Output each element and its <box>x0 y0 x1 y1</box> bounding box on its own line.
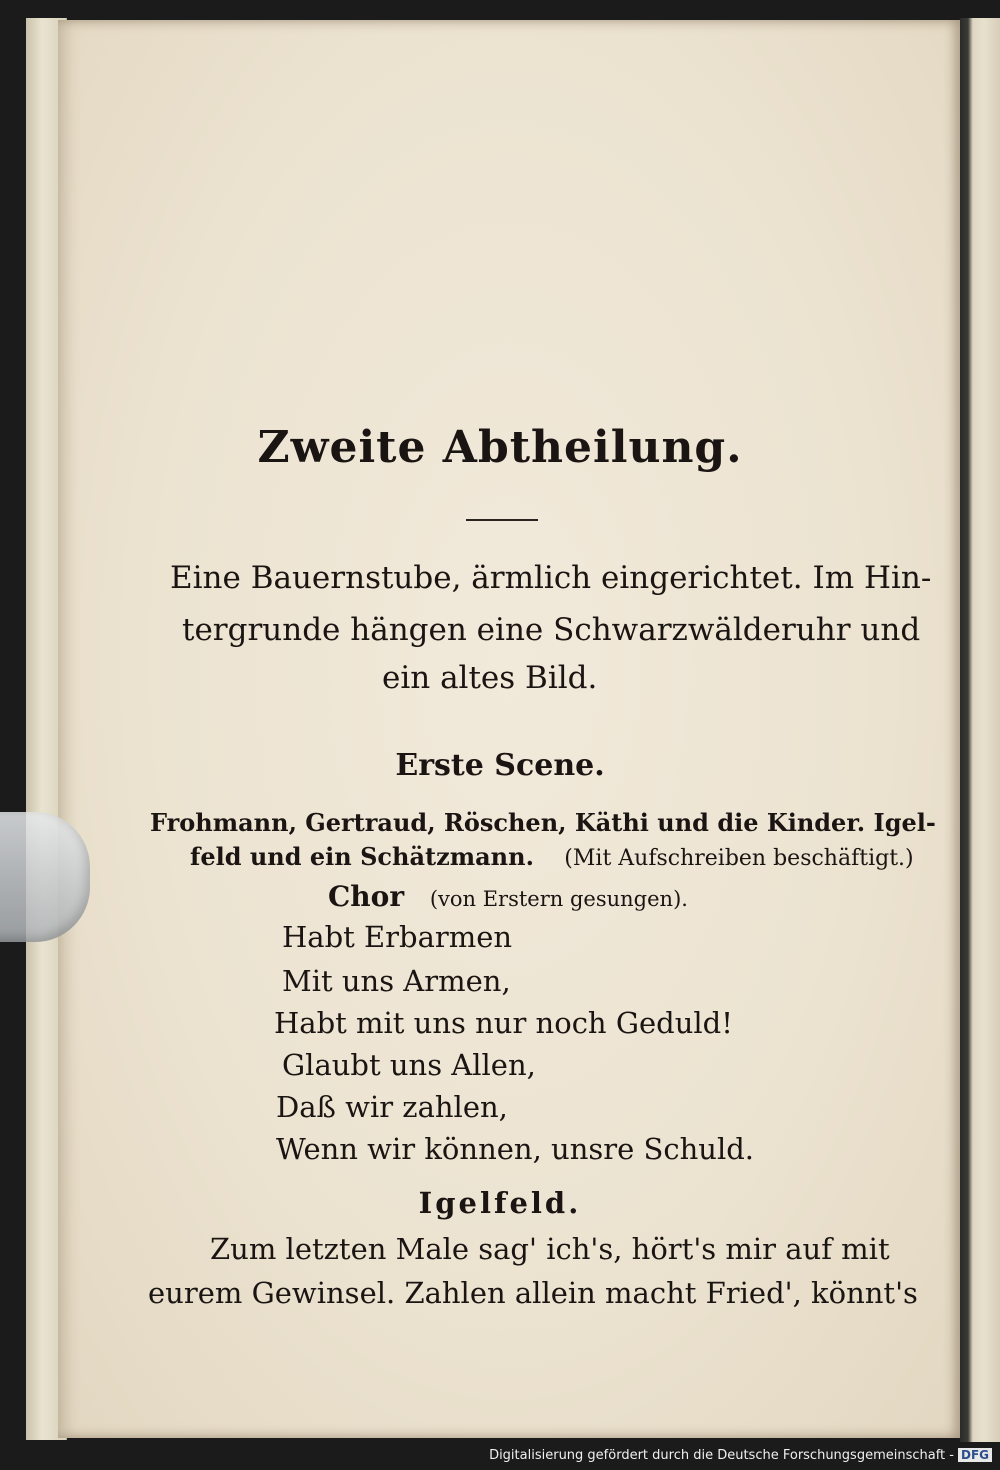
page-clip <box>0 812 90 942</box>
title-divider <box>466 519 538 521</box>
section-title: Zweite Abtheilung. <box>257 422 743 473</box>
speech-line-2: eurem Gewinsel. Zahlen allein macht Fried', könnt's <box>148 1276 918 1310</box>
book-edge-right <box>960 18 1000 1442</box>
footer-credit <box>0 1448 992 1463</box>
verse-line: Mit uns Armen, <box>282 964 511 998</box>
chorus-label: Chor <box>328 880 405 913</box>
footer-text: Digitalisierung gefördert durch die Deutsche Forschungsgemeinschaft - <box>489 1448 954 1463</box>
verse-line: Habt Erbarmen <box>282 920 513 954</box>
verse-line: Daß wir zahlen, <box>276 1090 508 1124</box>
dfg-logo: DFG <box>958 1448 992 1462</box>
stage-direction-line-2: tergrunde hängen eine Schwarzwälderuhr und <box>182 612 921 648</box>
speaker-name: Igelfeld. <box>418 1186 582 1220</box>
verse-line: Habt mit uns nur noch Geduld! <box>274 1006 733 1040</box>
speech-line-1: Zum letzten Male sag' ich's, hört's mir auf mit <box>210 1232 890 1266</box>
cast-list-line-2 <box>190 842 914 871</box>
chorus-heading <box>328 880 688 913</box>
cast-names: feld und ein Schätzmann. <box>190 842 534 871</box>
stage-direction-line-3: ein altes Bild. <box>382 660 598 696</box>
cast-list-line-1: Frohmann, Gertraud, Röschen, Käthi und die Kinder. Igel- <box>150 808 936 837</box>
stage-direction-line-1: Eine Bauernstube, ärmlich eingerichtet. Im Hin- <box>170 560 932 596</box>
cast-note: (Mit Aufschreiben beschäftigt.) <box>564 846 914 871</box>
verse-line: Wenn wir können, unsre Schuld. <box>276 1132 755 1166</box>
scene-heading: Erste Scene. <box>395 748 605 783</box>
verse-line: Glaubt uns Allen, <box>282 1048 536 1082</box>
chorus-note: (von Erstern gesungen). <box>429 887 688 911</box>
show-through <box>175 188 845 348</box>
